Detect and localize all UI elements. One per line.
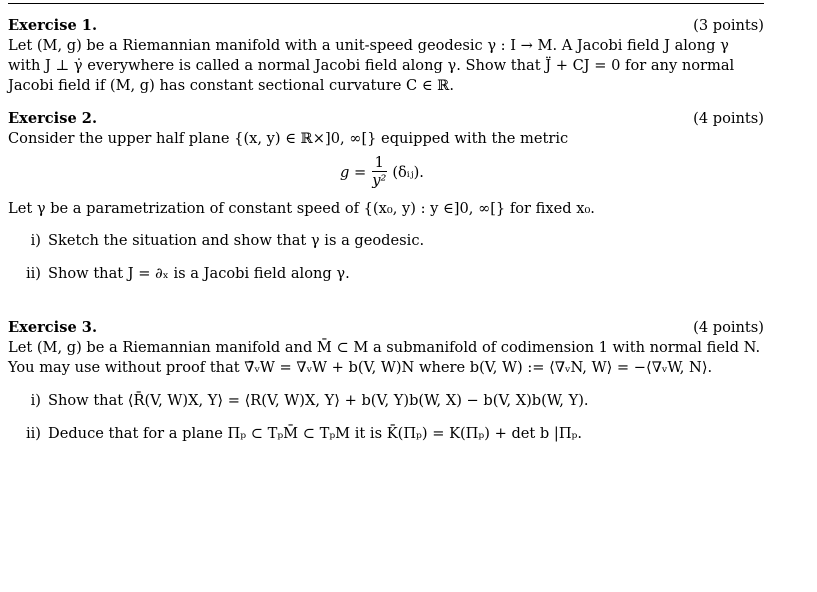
exercise-1 — [8, 16, 764, 96]
exercise-3-line-1: Let (M, g) be a Riemannian manifold and M̄ ⊂ M a submanifold of codimension 1 with normal field N. — [8, 339, 761, 356]
exercise-1-line-3: Jacobi field if (M, g) has constant sectional curvature C ∈ ℝ. — [8, 77, 455, 94]
exercise-1-line-2: with J ⊥ γ̇ everywhere is called a normal Jacobi field along γ. Show that J̈ + CJ = 0 for any normal — [8, 57, 735, 74]
top-rule — [8, 3, 764, 4]
exercise-3-item-1 — [8, 391, 764, 411]
item-text: Deduce that for a plane Πₚ ⊂ TₚM̄ ⊂ TₚM it is K̄(Πₚ) = K(Πₚ) + det b |Πₚ. — [48, 425, 583, 442]
metric-equation — [8, 149, 764, 199]
item-label: ii) — [25, 425, 41, 442]
item-label: i) — [30, 392, 41, 409]
fraction-numerator: 1 — [372, 155, 387, 172]
exercise-1-header — [8, 16, 764, 36]
exercise-3 — [8, 318, 764, 444]
exercise-2-item-2 — [8, 264, 764, 284]
exercise-2-points: (4 points) — [693, 110, 764, 127]
exercise-3-title: Exercise 3. — [8, 319, 98, 336]
exercise-3-header — [8, 318, 764, 338]
exercise-3-item-2 — [8, 424, 764, 444]
exercise-2-header — [8, 109, 764, 129]
exercise-2-line-1: Consider the upper half plane {(x, y) ∈ ℝ×]0, ∞[} equipped with the metric — [8, 130, 569, 147]
exercise-2-line-2: Let γ be a parametrization of constant speed of {(x₀, y) : y ∈]0, ∞[} for fixed x₀. — [8, 200, 595, 217]
item-label: ii) — [25, 265, 41, 282]
exercise-3-line-2: You may use without proof that ∇̄ᵥW = ∇ᵥW + b(V, W)N where b(V, W) := ⟨∇ᵥN, W⟩ = −⟨∇ᵥW, N⟩. — [8, 359, 713, 376]
exercise-1-line-1: Let (M, g) be a Riemannian manifold with a unit-speed geodesic γ : I → M. A Jacobi field J along γ — [8, 37, 729, 54]
item-text: Sketch the situation and show that γ is a geodesic. — [48, 232, 425, 249]
exercise-1-points: (3 points) — [693, 17, 764, 34]
equation-fraction — [369, 155, 389, 190]
exercise-2-item-1 — [8, 231, 764, 251]
item-text: Show that J = ∂ₓ is a Jacobi field along γ. — [48, 265, 350, 282]
fraction-denominator: y² — [372, 172, 387, 189]
item-text: Show that ⟨R̄(V, W)X, Y⟩ = ⟨R(V, W)X, Y⟩ + b(V, Y)b(W, X) − b(V, X)b(W, Y). — [48, 392, 589, 409]
exercise-3-points: (4 points) — [693, 319, 764, 336]
item-label: i) — [30, 232, 41, 249]
exercise-2 — [8, 109, 764, 284]
exercise-2-title: Exercise 2. — [8, 110, 98, 127]
equation-lhs: g = — [340, 163, 367, 181]
exercise-1-title: Exercise 1. — [8, 17, 98, 34]
equation-rhs: (δᵢⱼ). — [392, 163, 424, 181]
